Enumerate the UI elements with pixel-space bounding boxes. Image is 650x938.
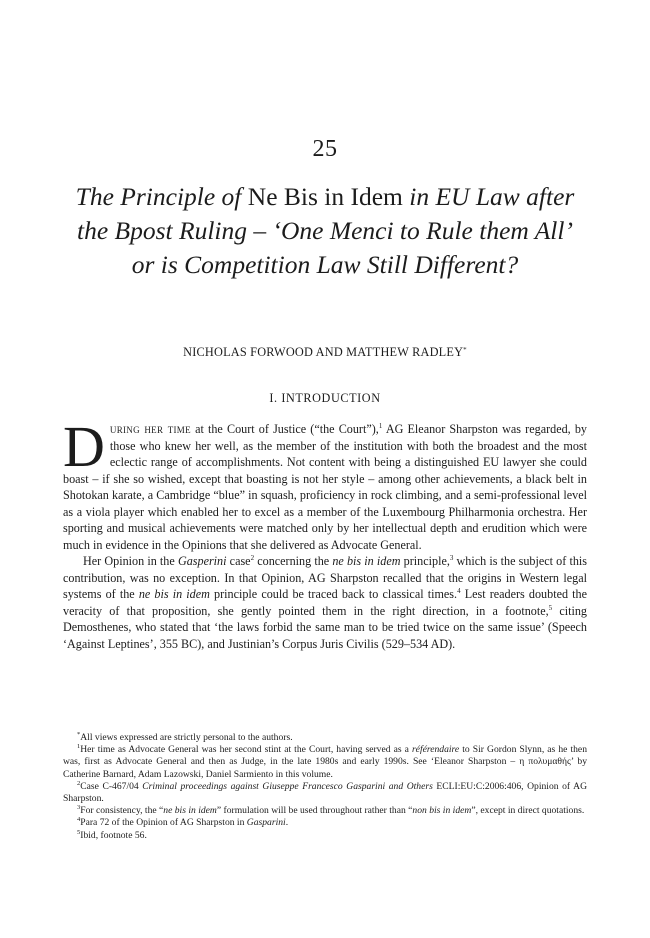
footnote-marker: 3	[77, 804, 81, 812]
footnote-marker: 1	[77, 743, 81, 751]
title-part-2: Ne Bis in Idem	[247, 182, 403, 211]
footnote-italic: référendaire	[411, 744, 460, 756]
italic-run: ne bis in idem	[138, 587, 210, 601]
footnote-ref-5: 5	[548, 603, 553, 612]
footnote-ref-2: 2	[250, 554, 255, 562]
footnote-star	[63, 732, 587, 744]
footnote-ref-4: 4	[457, 587, 461, 595]
text-run: principle,	[400, 554, 450, 568]
footnote-text: All views expressed are strictly personal to the authors.	[80, 732, 293, 743]
footnote-text: ” formulation will be used throughout rather than “	[216, 805, 413, 817]
title-part-3: in EU Law after the Bpost Ruling – ‘One Menci to Rule them All’ or is Competition Law Still Different?	[77, 182, 575, 279]
footnote-marker: 2	[77, 779, 81, 787]
footnote-text: Para 72 of the Opinion of AG Sharpston in	[80, 817, 247, 829]
footnote-text: Her time as Advocate General was her second stint at the Court, having served as a	[80, 744, 412, 756]
footnote-text: ”, except in direct quotations.	[471, 805, 585, 817]
footnote-italic: non bis in idem	[412, 805, 472, 817]
text-run: case	[226, 554, 251, 568]
italic-run: ne bis in idem	[332, 554, 401, 568]
italic-run: Gasperini	[177, 554, 227, 568]
chapter-number: 25	[312, 136, 338, 162]
body-text	[63, 414, 588, 652]
footnote-italic: Criminal proceedings against Giuseppe Francesco Gasparini and Others	[142, 780, 433, 792]
paragraph-2	[63, 553, 587, 652]
small-caps-lead: uring her time	[109, 422, 191, 436]
footnote-italic: ne bis in idem	[163, 805, 217, 817]
footnote-text: For consistency, the “	[80, 805, 164, 817]
footnote-5	[63, 830, 587, 842]
author-footnote-marker: *	[463, 346, 467, 354]
text-run: Lest readers doubted the veracity of that proposition, she gently pointed them in the right direction, in a footnote,	[63, 587, 588, 618]
footnote-text: Ibid, footnote 56.	[80, 829, 147, 841]
text-run: at the Court of Justice (“the Court”),	[190, 422, 379, 436]
footnote-ref-1: 1	[378, 422, 383, 430]
footnote-marker: *	[77, 731, 81, 738]
footnote-1	[63, 744, 587, 781]
footnote-text: ECLI:EU:C:2006:406, Opinion of AG Sharpston.	[63, 780, 587, 805]
text-run: citing Demosthenes, who stated that ‘the laws forbid the same man to be tried twice on the same issue’ (Speech ‘Against Leptines’, 355 BC), and Justinian’s Corpus Juris Civilis (529–534 AD).	[63, 603, 587, 651]
text-run: principle could be traced back to classical times.	[209, 587, 458, 601]
footnote-text: to Sir Gordon Slynn, as he then was, first as Advocate General and then as Judge, in the late 1980s and early 1990s. See ‘Eleanor Sharpston – η πολυμαθής’ by Catherine Barnard, Adam Lazowski, Daniel Sarmiento in this volume.	[63, 744, 587, 780]
text-run: AG Eleanor Sharpston was regarded, by those who knew her well, as the member of the institution with both the broadest and the most eclectic range of accomplishments. Not content with being a distinguished EU lawyer she could boast – if she so wished, except that boasting is not her style – among other achievements, a black belt in Shotokan karate, a Cambridge “blue” in squash, proficiency in rock climbing, and a semi-professional level as a viola player which enabled her to excel as a member of the Luxembourg Philharmonia orchestra. Her sporting and musical achievements were matched only by her intellectual depth and erudition which were much in evidence in the Opinions that she delivered as Advocate General.	[63, 422, 587, 552]
drop-cap: D	[63, 414, 105, 479]
paragraph-1	[63, 414, 587, 553]
footnote-marker: 4	[77, 816, 81, 824]
footnote-4	[63, 817, 587, 829]
text-run: concerning the	[254, 554, 333, 568]
section-heading: I. INTRODUCTION	[269, 391, 381, 405]
footnotes	[63, 732, 587, 842]
title-part-1: The Principle of	[75, 182, 248, 211]
footnote-2	[63, 781, 587, 805]
footnote-ref-3: 3	[449, 554, 454, 562]
text-run: Her Opinion in the	[83, 554, 178, 568]
chapter-title	[70, 180, 580, 282]
footnote-text: .	[285, 817, 289, 829]
footnote-marker: 5	[77, 828, 81, 836]
footnote-3	[63, 805, 587, 817]
author-line	[0, 345, 650, 360]
footnote-text: Case C-467/04	[80, 780, 143, 792]
author-names: NICHOLAS FORWOOD AND MATTHEW RADLEY	[183, 345, 464, 359]
text-run: which is the subject of this contribution, was no exception. In that Opinion, AG Sharpston recalled that the origins in Western legal systems of the	[63, 554, 587, 601]
footnote-italic: Gasparini	[246, 817, 286, 829]
